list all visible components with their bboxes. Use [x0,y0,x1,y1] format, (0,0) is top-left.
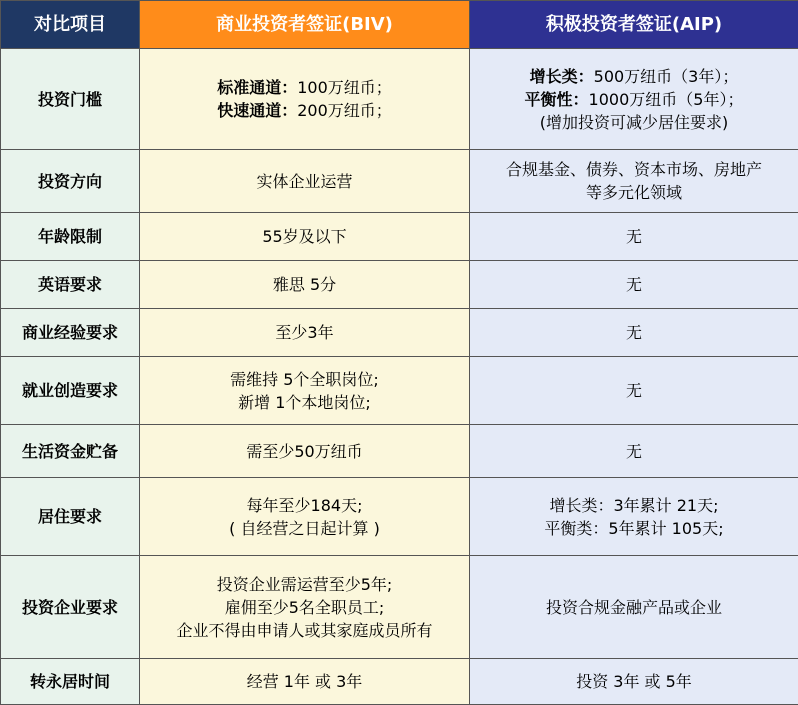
row-label: 转永居时间 [1,659,140,705]
biv-cell-line-text: ( 自经营之日起计算 ) [229,519,380,538]
biv-cell-line [146,494,463,517]
biv-cell-line-text: 55岁及以下 [262,227,346,246]
biv-cell-line-text: 经营 1年 或 3年 [247,672,363,691]
biv-cell [140,309,470,357]
biv-cell-line-text: 需至少50万纽币 [246,442,362,461]
aip-cell-line [476,517,792,540]
aip-cell [470,309,798,357]
biv-cell [140,150,470,213]
biv-cell [140,425,470,478]
biv-cell-line [146,368,463,391]
biv-cell-line-text: 实体企业运营 [256,172,352,191]
aip-cell-line [476,158,792,181]
aip-cell-line-text: 无 [626,381,642,400]
row-label: 投资方向 [1,150,140,213]
aip-cell-line-text: 增长类：3年累计 21天; [549,496,718,515]
header-biv: 商业投资者签证(BIV) [140,1,470,49]
aip-cell [470,261,798,309]
table-row [1,357,798,425]
aip-cell-line-text: 无 [626,323,642,342]
aip-cell-line-text: (增加投资可减少居住要求) [540,113,729,132]
aip-cell-line [476,225,792,248]
table-body [1,49,798,705]
table-row [1,49,798,150]
biv-cell [140,357,470,425]
biv-cell [140,49,470,150]
biv-cell [140,478,470,556]
biv-cell-line [146,225,463,248]
aip-cell-line [476,273,792,296]
aip-cell-line-text: 1000万纽币（5年）； [589,90,744,109]
aip-cell-line [476,181,792,204]
biv-cell-line [146,170,463,193]
biv-cell-line [146,670,463,693]
biv-cell-line-text: 100万纽币； [297,78,392,97]
biv-cell-line [146,573,463,596]
aip-cell-line-label: 平衡性： [525,90,589,109]
aip-cell-line [476,88,792,111]
aip-cell [470,556,798,659]
biv-cell-line-text: 雅思 5分 [273,275,336,294]
biv-cell-line-text: 每年至少184天; [247,496,363,515]
biv-cell-line [146,99,463,122]
biv-cell-line-text: 企业不得由申请人或其家庭成员所有 [176,621,432,640]
biv-cell-line [146,391,463,414]
table-row [1,309,798,357]
row-label: 商业经验要求 [1,309,140,357]
biv-cell-line [146,596,463,619]
biv-cell [140,261,470,309]
table-row [1,556,798,659]
aip-cell [470,357,798,425]
biv-cell-line [146,273,463,296]
biv-cell-line-text: 200万纽币； [297,101,392,120]
aip-cell-line-label: 增长类： [530,67,594,86]
aip-cell [470,49,798,150]
aip-cell-line-text: 等多元化领域 [586,183,682,202]
aip-cell-line-text: 无 [626,275,642,294]
aip-cell-line [476,440,792,463]
table-row [1,213,798,261]
aip-cell [470,478,798,556]
aip-cell-line [476,670,792,693]
biv-cell-line-text: 需维持 5个全职岗位; [230,370,379,389]
table-row [1,659,798,705]
row-label: 年龄限制 [1,213,140,261]
aip-cell-line [476,596,792,619]
aip-cell-line-text: 无 [626,442,642,461]
biv-cell-line-text: 新增 1个本地岗位; [238,393,371,412]
row-label: 居住要求 [1,478,140,556]
aip-cell [470,150,798,213]
table-row [1,478,798,556]
biv-cell-line-label: 标准通道： [217,78,297,97]
biv-cell-line [146,76,463,99]
aip-cell-line [476,321,792,344]
header-aip: 积极投资者签证(AIP) [470,1,798,49]
biv-cell-line-text: 投资企业需运营至少5年; [217,575,393,594]
aip-cell-line [476,111,792,134]
biv-cell-line-text: 至少3年 [275,323,333,342]
row-label: 就业创造要求 [1,357,140,425]
biv-cell-line-label: 快速通道： [217,101,297,120]
aip-cell [470,659,798,705]
aip-cell-line [476,494,792,517]
table-row [1,261,798,309]
aip-cell [470,213,798,261]
row-label: 英语要求 [1,261,140,309]
biv-cell [140,556,470,659]
biv-cell-line-text: 雇佣至少5名全职员工; [225,598,385,617]
biv-cell [140,659,470,705]
biv-cell [140,213,470,261]
aip-cell-line-text: 平衡类：5年累计 105天; [544,519,723,538]
table-row [1,150,798,213]
aip-cell-line-text: 投资 3年 或 5年 [576,672,692,691]
biv-cell-line [146,321,463,344]
aip-cell-line-text: 500万纽币（3年）； [594,67,739,86]
aip-cell-line-text: 合规基金、债券、资本市场、房地产 [506,160,762,179]
table-row [1,425,798,478]
aip-cell-line-text: 投资合规金融产品或企业 [546,598,722,617]
biv-cell-line [146,440,463,463]
header-item: 对比项目 [1,1,140,49]
row-label: 生活资金贮备 [1,425,140,478]
biv-cell-line [146,517,463,540]
biv-cell-line [146,619,463,642]
header-row [1,1,798,49]
row-label: 投资企业要求 [1,556,140,659]
row-label: 投资门槛 [1,49,140,150]
aip-cell [470,425,798,478]
aip-cell-line [476,379,792,402]
aip-cell-line-text: 无 [626,227,642,246]
aip-cell-line [476,65,792,88]
